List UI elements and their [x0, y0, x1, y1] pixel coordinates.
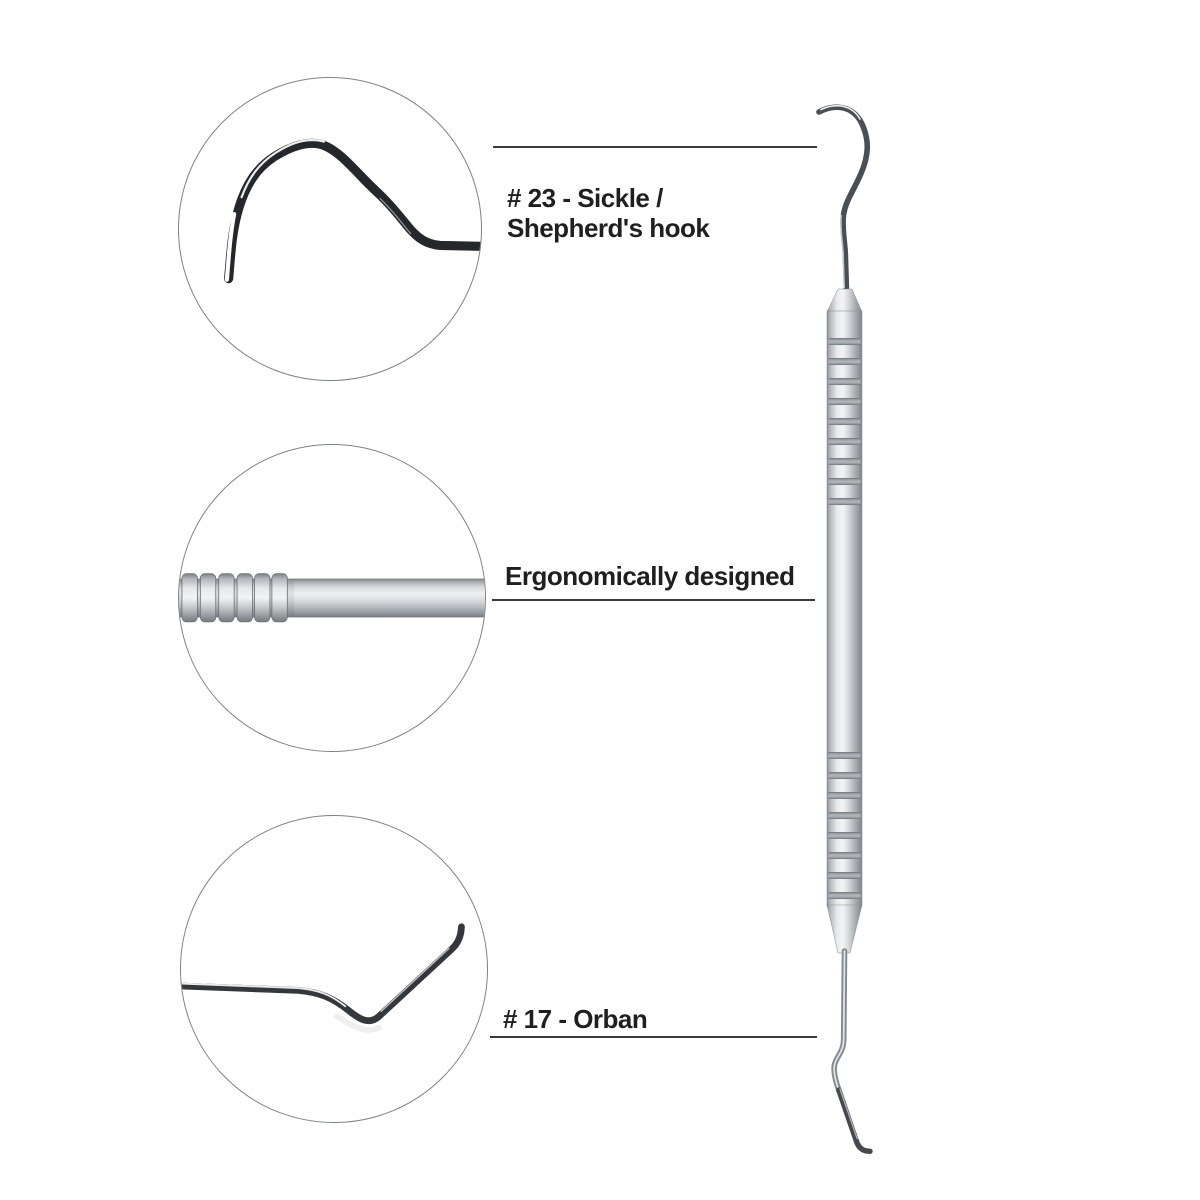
magnified-grip-image [179, 445, 485, 751]
grip-grooves-upper [829, 338, 861, 505]
handle-lower-cone [827, 905, 862, 953]
callout-circle-grip [178, 444, 486, 752]
callout-circle-orban [180, 815, 488, 1123]
sickle-hook-tip [819, 106, 867, 291]
callout-line-orban [490, 1036, 817, 1038]
callout-label-grip [505, 561, 795, 591]
dental-explorer-instrument [795, 85, 905, 1160]
callout-circle-sickle [178, 77, 482, 381]
orban-tip [834, 951, 870, 1151]
handle-upper-cone [827, 289, 862, 312]
callout-line-sickle [493, 146, 817, 148]
callout-label-sickle-line1: # 23 - Sickle / [507, 183, 663, 213]
callout-label-grip-line1: Ergonomically designed [505, 561, 795, 591]
callout-label-orban [503, 1004, 647, 1034]
callout-label-sickle-line2: Shepherd's hook [507, 213, 710, 243]
magnified-sickle-tip-image [179, 78, 481, 380]
callout-label-orban-line1: # 17 - Orban [503, 1004, 648, 1034]
callout-line-grip [492, 599, 815, 601]
magnified-orban-tip-image [181, 816, 487, 1122]
callout-label-sickle [507, 183, 709, 243]
